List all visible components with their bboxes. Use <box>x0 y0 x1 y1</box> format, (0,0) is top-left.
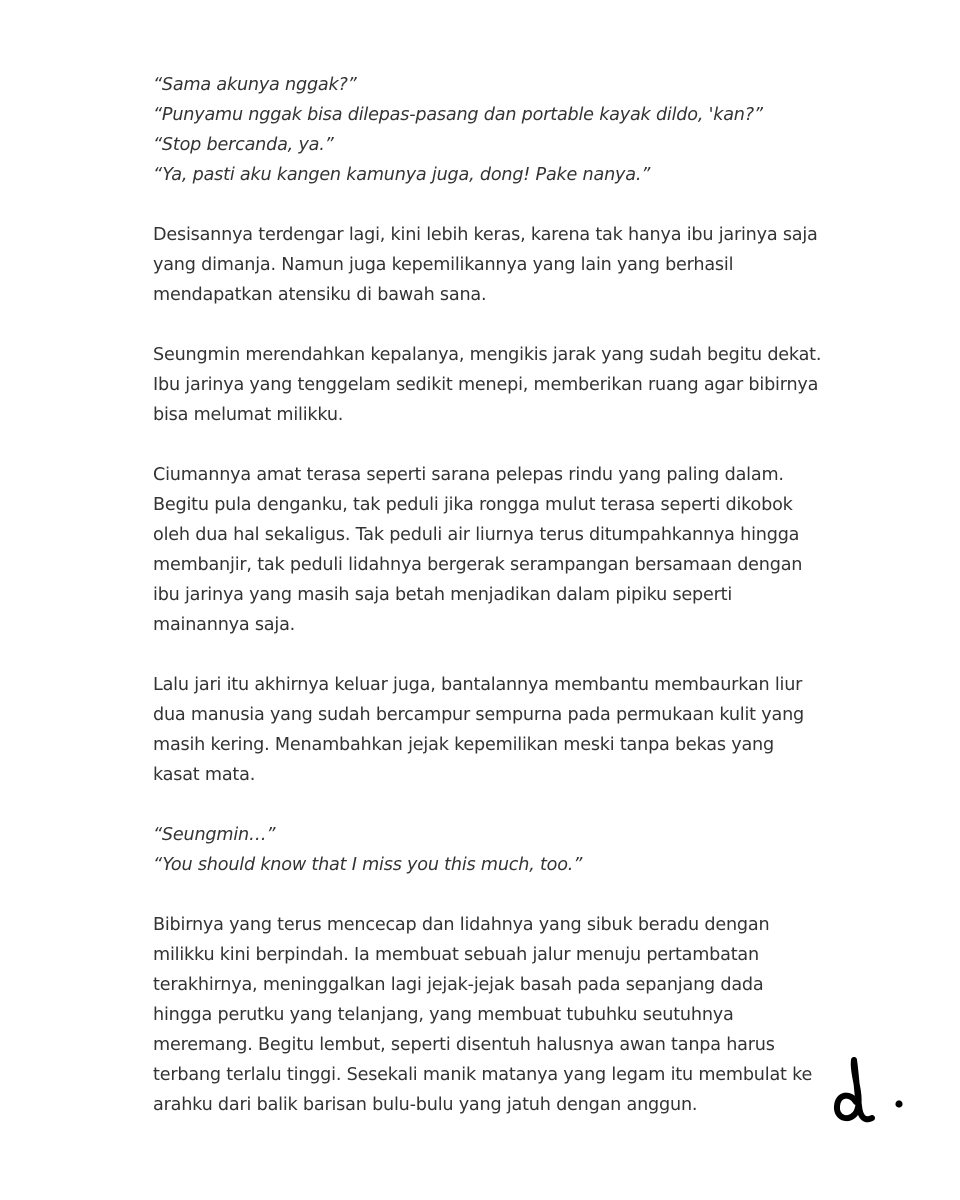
signature-logo <box>832 1056 912 1132</box>
paragraph-line: Seungmin merendahkan kepalanya, mengikis jarak yang sudah begitu dekat. <box>153 345 822 365</box>
paragraph-line: Begitu pula denganku, tak peduli jika rongga mulut terasa seperti dikobok <box>153 495 793 515</box>
paragraph-2 <box>153 340 833 430</box>
dialogue-line: “Stop bercanda, ya.” <box>153 135 334 155</box>
paragraph-line: meremang. Begitu lembut, seperti disentuh halusnya awan tanpa harus <box>153 1035 775 1055</box>
paragraph-5 <box>153 910 833 1120</box>
paragraph-line: Lalu jari itu akhirnya keluar juga, bantalannya membantu membaurkan liur <box>153 675 803 695</box>
paragraph-line: terbang terlalu tinggi. Sesekali manik matanya yang legam itu membulat ke <box>153 1065 813 1085</box>
paragraph-line: oleh dua hal sekaligus. Tak peduli air liurnya terus ditumpahkannya hingga <box>153 525 800 545</box>
dialogue-line: “Punyamu nggak bisa dilepas-pasang dan portable kayak dildo, 'kan?” <box>153 105 763 125</box>
paragraph-line: arahku dari balik barisan bulu-bulu yang jatuh dengan anggun. <box>153 1095 698 1115</box>
dialogue-line: “You should know that I miss you this much, too.” <box>153 855 583 875</box>
paragraph-line: mainannya saja. <box>153 615 296 635</box>
paragraph-line: terakhirnya, meninggalkan lagi jejak-jejak basah pada sepanjang dada <box>153 975 764 995</box>
dialogue-line: “Seungmin…” <box>153 825 276 845</box>
dialogue-line: “Ya, pasti aku kangen kamunya juga, dong! Pake nanya.” <box>153 165 651 185</box>
paragraph-line: Bibirnya yang terus mencecap dan lidahnya yang sibuk beradu dengan <box>153 915 770 935</box>
signature-letter-d <box>837 1060 872 1119</box>
paragraph-line: dua manusia yang sudah bercampur sempurna pada permukaan kulit yang <box>153 705 804 725</box>
paragraph-line: masih kering. Menambahkan jejak kepemilikan meski tanpa bekas yang <box>153 735 774 755</box>
dialogue-block-2 <box>153 820 833 880</box>
dialogue-block-1 <box>153 70 833 190</box>
signature-dot <box>895 1100 902 1107</box>
paragraph-line: yang dimanja. Namun juga kepemilikannya yang lain yang berhasil <box>153 255 734 275</box>
paragraph-line: ibu jarinya yang masih saja betah menjadikan dalam pipiku seperti <box>153 585 733 605</box>
paragraph-line: Ciumannya amat terasa seperti sarana pelepas rindu yang paling dalam. <box>153 465 784 485</box>
paragraph-line: Ibu jarinya yang tenggelam sedikit menepi, memberikan ruang agar bibirnya <box>153 375 819 395</box>
paragraph-line: kasat mata. <box>153 765 256 785</box>
paragraph-line: mendapatkan atensiku di bawah sana. <box>153 285 487 305</box>
story-text <box>153 70 833 1150</box>
paragraph-line: membanjir, tak peduli lidahnya bergerak serampangan bersamaan dengan <box>153 555 803 575</box>
paragraph-4 <box>153 670 833 790</box>
paragraph-line: Desisannya terdengar lagi, kini lebih keras, karena tak hanya ibu jarinya saja <box>153 225 818 245</box>
paragraph-line: milikku kini berpindah. Ia membuat sebuah jalur menuju pertambatan <box>153 945 759 965</box>
paragraph-1 <box>153 220 833 310</box>
dialogue-line: “Sama akunya nggak?” <box>153 75 357 95</box>
paragraph-3 <box>153 460 833 640</box>
paragraph-line: bisa melumat milikku. <box>153 405 344 425</box>
paragraph-line: hingga perutku yang telanjang, yang membuat tubuhku seutuhnya <box>153 1005 734 1025</box>
